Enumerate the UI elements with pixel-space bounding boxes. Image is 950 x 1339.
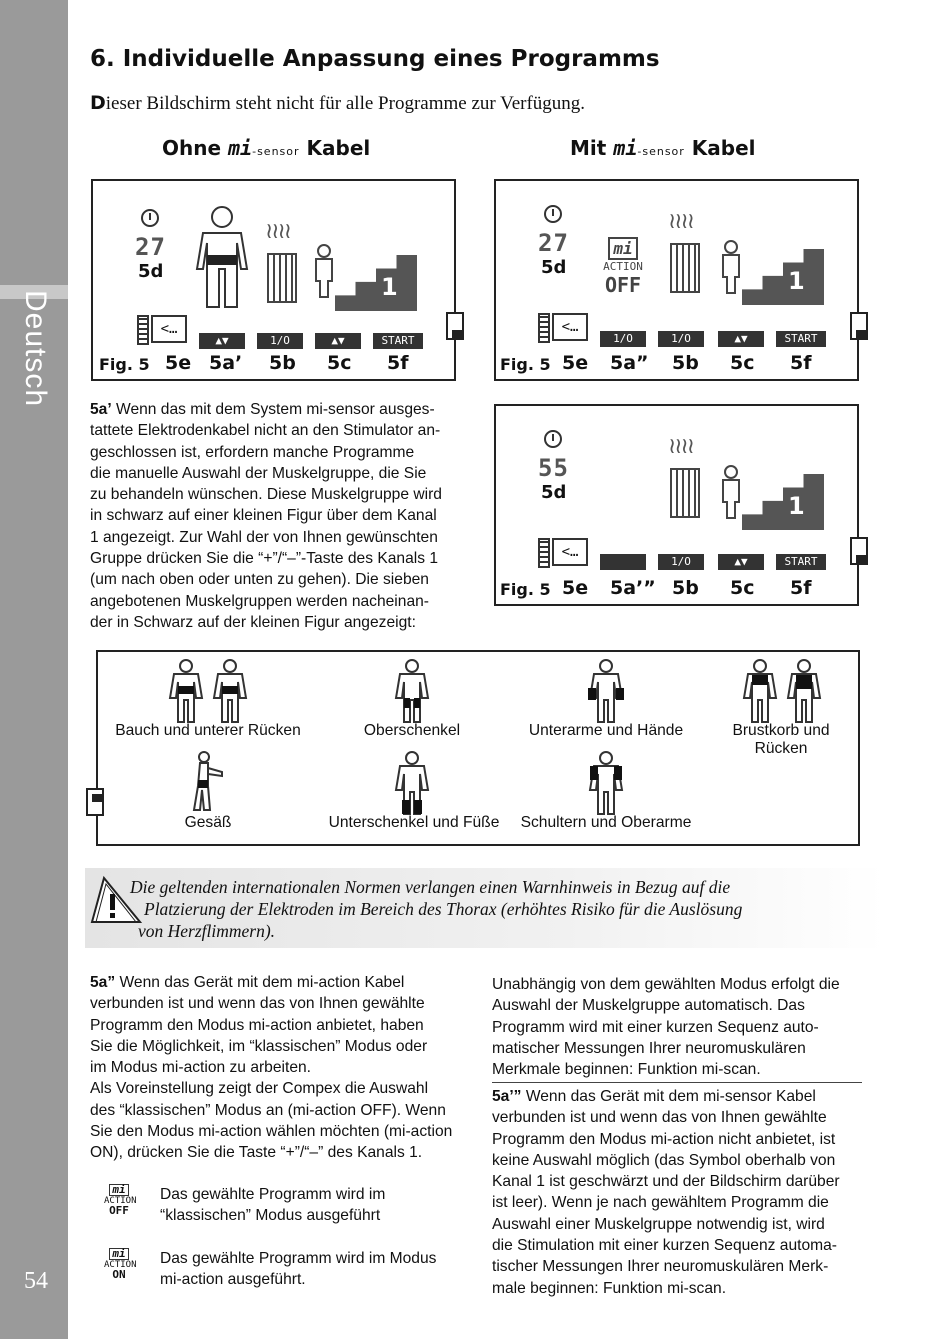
para-line: 1 angezeigt. Zur Wahl der von Ihnen gewünschten [90, 528, 438, 546]
clock-icon [544, 430, 562, 448]
para-line: matischer Messungen Ihrer neuromuskulären [492, 1039, 806, 1057]
callout-5b: 5b [672, 577, 699, 599]
para-line: tattete Elektrodenkabel nicht an den Stimulator an- [90, 422, 441, 440]
mode-on-text [160, 1248, 460, 1291]
para-line: zu behandeln wünschen. Diese Muskelgruppe wird [90, 486, 442, 504]
lcd-button-3: ▲▼ [315, 333, 361, 349]
para-line: Wenn das Gerät mit dem mi-action Kabel [115, 974, 405, 991]
para-line: ist leer). Wenn je nach gewähltem Programm die [492, 1194, 829, 1212]
callout-5c: 5c [327, 352, 352, 374]
intro-rest: ieser Bildschirm steht nicht für alle Programme zur Verfügung. [105, 93, 586, 114]
battery-icon [538, 313, 550, 343]
muscle-label-thigh: Oberschenkel [363, 722, 461, 739]
language-label: Deutsch [19, 290, 52, 408]
column-head-pre: Ohne [162, 136, 222, 160]
lcd-time: 27 [538, 229, 569, 257]
lcd-days: 5d [541, 482, 567, 503]
muscle-label-chest: Brustkorb und Rücken [732, 722, 830, 757]
para-line: tischer Messungen Ihrer neuromuskulären Merk- [492, 1258, 829, 1276]
paragraph-automatic [492, 974, 864, 1080]
paragraph-tag: 5a’” [492, 1088, 522, 1105]
warning-line: von Herzflimmern). [138, 921, 276, 941]
lcd-button-2: 1/O [658, 331, 704, 347]
para-line: verbunden ist und wenn das von Ihnen gewählte [90, 995, 425, 1013]
lcd-button-1: ▲▼ [199, 333, 245, 349]
para-line: des “klassischen” Modus an (mi-action OFF). Wenn [90, 1101, 446, 1119]
para-line: die Stimulation mit einer kurzen Sequenz automa- [492, 1237, 837, 1255]
small-person-icon [718, 464, 744, 520]
intensity-stairs-icon [742, 249, 824, 305]
para-line: keine Auswahl möglich (das Symbol oberhalb von [492, 1151, 836, 1169]
back-arrow-icon: <… [151, 315, 187, 343]
para-line: Wenn das Gerät mit dem mi-sensor Kabel [521, 1088, 816, 1105]
lcd-time: 27 [135, 233, 166, 261]
radiator-icon [670, 468, 700, 518]
callout-5a: 5a’” [610, 577, 656, 599]
action-word: ACTION [104, 1196, 137, 1206]
paragraph-5a-prime [90, 399, 460, 633]
heat-waves-icon: ≀≀≀≀ [668, 209, 693, 234]
figure-calf-icon [390, 750, 434, 816]
column-head-pre: Mit [570, 136, 607, 160]
connector-notch [86, 788, 104, 816]
intensity-stairs-icon [742, 474, 824, 530]
callout-5e: 5e [562, 577, 589, 599]
sensor-word: -sensor [637, 145, 685, 158]
callout-5a: 5a” [610, 352, 649, 374]
figure-chest-back-icon [738, 658, 828, 724]
mi-action-off-icon [104, 1183, 137, 1217]
heat-waves-icon: ≀≀≀≀ [265, 219, 290, 244]
warning-text [130, 876, 870, 942]
para-line: im Modus mi-action zu arbeiten. [90, 1059, 312, 1077]
connector-notch [850, 537, 868, 565]
paragraph-tag: 5a” [90, 974, 116, 991]
sensor-word: -sensor [252, 145, 300, 158]
intensity-stairs-icon [335, 255, 417, 311]
para-line: ON), drücken Sie die Taste “+”/“–” des Kanals 1. [90, 1144, 423, 1162]
column-head-with-sensor [570, 136, 756, 160]
clock-icon [141, 209, 159, 227]
para-line: male beginnen: Funktion mi-scan. [492, 1279, 727, 1297]
side-strip [0, 0, 68, 1339]
figure-forearm-icon [584, 658, 628, 724]
para-line: Das gewählte Programm wird im Modus [160, 1250, 437, 1267]
para-line: verbunden ist und wenn das von Ihnen gewählte [492, 1109, 827, 1127]
mode-off-text [160, 1184, 460, 1227]
action-state: OFF [604, 273, 642, 297]
lcd-screen-c [494, 404, 859, 606]
connector-notch [446, 312, 464, 340]
action-state: ON [112, 1268, 126, 1281]
callout-5e: 5e [562, 352, 589, 374]
back-arrow-icon: <… [552, 538, 588, 566]
figure-label: Fig. 5 [99, 355, 150, 374]
lcd-button-2: 1/O [257, 333, 303, 349]
radiator-icon [267, 253, 297, 303]
small-person-icon [311, 243, 337, 299]
para-line: Auswahl einer Muskelgruppe notwendig ist, wird [492, 1215, 825, 1233]
channel-number: 1 [788, 492, 805, 520]
callout-5f: 5f [387, 352, 409, 374]
lcd-screen-b [494, 179, 859, 381]
para-line: Programm den Modus mi-action nicht anbietet, ist [492, 1130, 836, 1148]
muscle-label-shoulder: Schultern und Oberarme [520, 814, 692, 831]
para-line: Kanal 1 ist geschwärzt und der Bildschirm darüber [492, 1173, 840, 1191]
lcd-screen-a [91, 179, 456, 381]
mi-logo: mi [608, 237, 637, 260]
lcd-button-3: ▲▼ [718, 554, 764, 570]
paragraph-5a-double [90, 972, 462, 1164]
para-line: (um nach oben oder unten zu gehen). Die sieben [90, 571, 429, 589]
para-line: Merkmale beginnen: Funktion mi-scan. [492, 1061, 761, 1079]
para-line: Auswahl der Muskelgruppe automatisch. Das [492, 997, 805, 1015]
mi-logo: mi [109, 1248, 128, 1260]
figure-label: Fig. 5 [500, 580, 551, 599]
back-arrow-icon: <… [552, 313, 588, 341]
lcd-button-3: ▲▼ [718, 331, 764, 347]
figure-thigh-icon [390, 658, 434, 724]
figure-abdomen-back-icon [164, 658, 254, 724]
muscle-label-abdomen: Bauch und unterer Rücken [115, 722, 301, 739]
mi-logo: mi [228, 136, 253, 160]
figure-label: Fig. 5 [500, 355, 551, 374]
lcd-button-4: START [776, 554, 826, 570]
callout-5b: 5b [269, 352, 296, 374]
muscle-label-forearm: Unterarme und Hände [528, 722, 684, 739]
callout-5a: 5a’ [209, 352, 243, 374]
radiator-icon [670, 243, 700, 293]
lcd-days: 5d [541, 257, 567, 278]
para-line: Wenn das mit dem System mi-sensor ausges- [111, 401, 435, 418]
lcd-time: 55 [538, 454, 569, 482]
para-line: Als Voreinstellung zeigt der Compex die Auswahl [90, 1080, 429, 1098]
para-line: geschlossen ist, erfordern manche Programme [90, 443, 415, 461]
figure-gluteus-icon [186, 750, 226, 812]
lcd-button-4: START [776, 331, 826, 347]
muscle-groups-box [96, 650, 860, 846]
clock-icon [544, 205, 562, 223]
lcd-button-4: START [373, 333, 423, 349]
channel-number: 1 [381, 273, 398, 301]
lcd-button-blank [600, 554, 646, 570]
column-head-post: Kabel [691, 136, 756, 160]
divider-rule [492, 1082, 862, 1083]
para-line: Das gewählte Programm wird im [160, 1186, 386, 1203]
para-line: die manuelle Auswahl der Muskelgruppe, die Sie [90, 464, 427, 482]
mi-action-on-icon [104, 1247, 137, 1281]
connector-notch [850, 312, 868, 340]
mi-logo: mi [613, 136, 638, 160]
callout-5f: 5f [790, 352, 812, 374]
para-line: in schwarz auf einer kleinen Figur über dem Kanal [90, 507, 437, 525]
callout-5c: 5c [730, 577, 755, 599]
heat-waves-icon: ≀≀≀≀ [668, 434, 693, 459]
action-word: ACTION [104, 1260, 137, 1270]
warning-line: Platzierung der Elektroden im Bereich des Thorax (erhöhtes Risiko für die Auslösung [144, 899, 743, 919]
callout-5b: 5b [672, 352, 699, 374]
lcd-button-2: 1/O [658, 554, 704, 570]
muscle-label-gluteus: Gesäß [184, 814, 232, 831]
intro-text [90, 92, 585, 115]
callout-5f: 5f [790, 577, 812, 599]
paragraph-5a-triple [492, 1086, 864, 1299]
warning-line: Die geltenden internationalen Normen verlangen einen Warnhinweis in Bezug auf die [130, 877, 731, 897]
intro-initial: D [90, 92, 106, 114]
lcd-button-1: 1/O [600, 331, 646, 347]
para-line: angebotenen Muskelgruppen werden nacheinan- [90, 592, 429, 610]
paragraph-tag: 5a’ [90, 401, 112, 418]
figure-shoulder-icon [584, 750, 628, 816]
callout-5c: 5c [730, 352, 755, 374]
column-head-post: Kabel [306, 136, 371, 160]
para-line: Sie die Möglichkeit, im “klassischen” Modus oder [90, 1037, 428, 1055]
battery-icon [137, 315, 149, 345]
para-line: mi-action ausgeführt. [160, 1271, 306, 1289]
para-line: Unabhängig von dem gewählten Modus erfolgt die [492, 976, 840, 993]
action-state: OFF [109, 1204, 129, 1217]
muscle-label-calf: Unterschenkel und Füße [328, 814, 500, 831]
lcd-days: 5d [138, 261, 164, 282]
section-title: 6. Individuelle Anpassung eines Programms [90, 46, 660, 72]
action-word: ACTION [603, 260, 643, 273]
para-line: Sie den Modus mi-action wählen möchten (mi-action [90, 1123, 453, 1141]
body-figure-icon [189, 203, 255, 311]
page-number: 54 [24, 1268, 48, 1294]
para-line: Gruppe drücken Sie die “+”/“–”-Taste des Kanals 1 [90, 550, 439, 568]
small-person-icon [718, 239, 744, 295]
callout-5e: 5e [165, 352, 192, 374]
column-head-without-sensor [162, 136, 370, 160]
channel-number: 1 [788, 267, 805, 295]
mi-action-status [594, 237, 652, 297]
para-line: “klassischen” Modus ausgeführt [160, 1207, 381, 1225]
para-line: Programm den Modus mi-action anbietet, haben [90, 1016, 424, 1034]
para-line: der in Schwarz auf der kleinen Figur angezeigt: [90, 613, 416, 631]
para-line: Programm wird mit einer kurzen Sequenz auto- [492, 1018, 819, 1036]
battery-icon [538, 538, 550, 568]
mi-logo: mi [109, 1184, 128, 1196]
